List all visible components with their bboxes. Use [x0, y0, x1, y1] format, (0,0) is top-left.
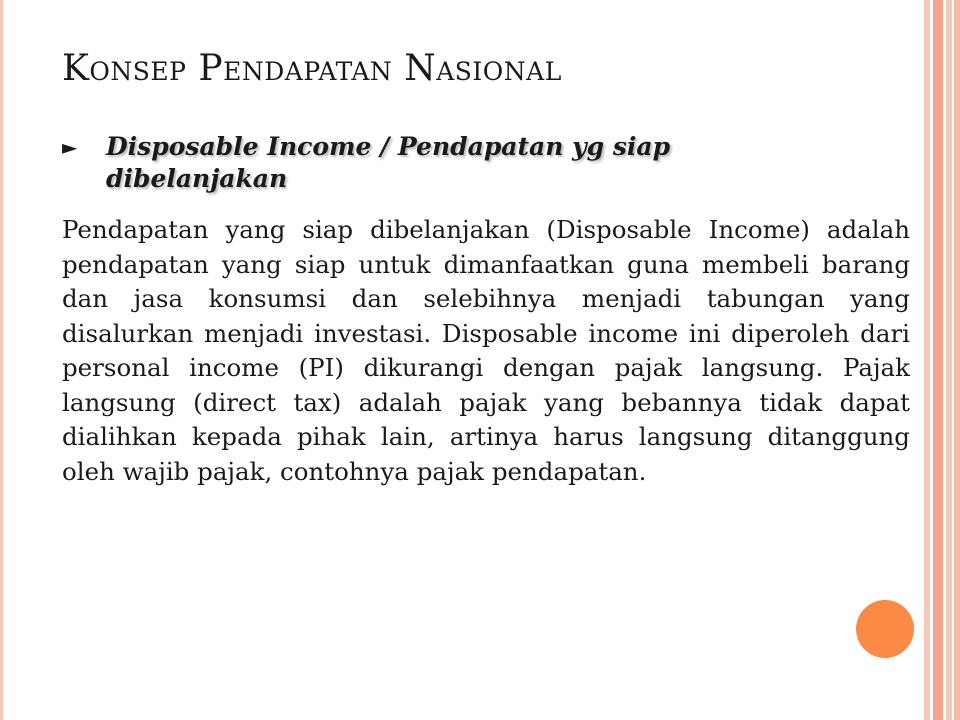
right-border-stripes [920, 0, 960, 720]
bullet-heading: Disposable Income / Pendapatan yg siap dibelanjakan [106, 132, 671, 193]
body-paragraph: Pendapatan yang siap dibelanjakan (Disposable Income) adalah pendapatan yang siap untuk dimanfaatkan guna membeli barang dan jasa konsumsi dan selebihnya menjadi tabungan yang disalurkan menjadi investasi. Disposable income ini diperoleh dari personal income (PI) dikurangi dengan pajak langsung. Pajak langsung (direct tax) adalah pajak yang bebannya tidak dapat dialihkan kepada pihak lain, artinya harus langsung ditanggung oleh wajib pajak, contohnya pajak pendapatan. [62, 215, 910, 486]
bullet-arrow-icon: ► [62, 135, 78, 159]
left-border-decoration [0, 0, 3, 720]
bullet-item [62, 131, 722, 195]
accent-circle [856, 600, 914, 658]
slide-title: Konsep Pendapatan Nasional [62, 48, 562, 89]
